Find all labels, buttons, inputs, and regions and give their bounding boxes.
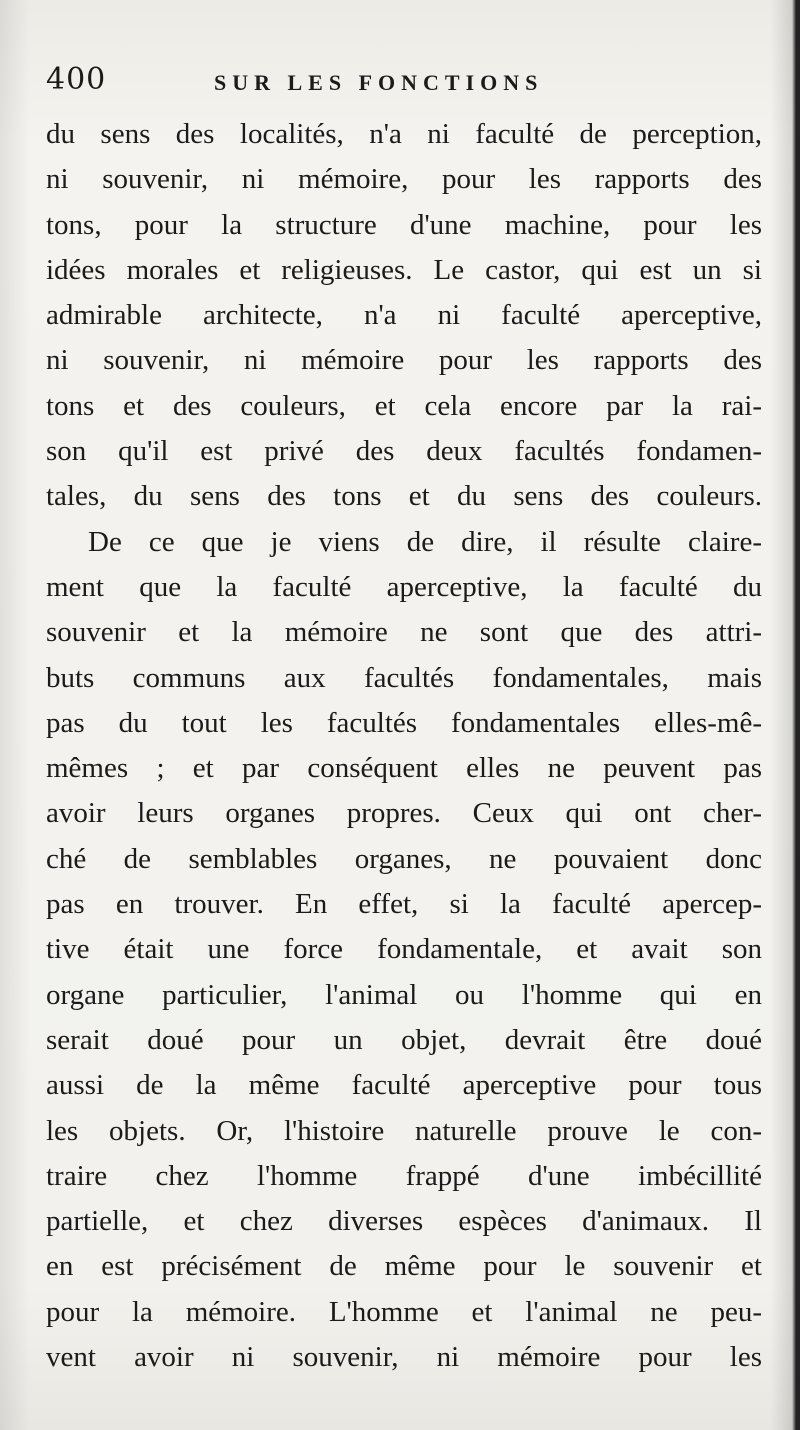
- paragraph-start-line: De ce que je viens de dire, il résulte claire-: [88, 525, 762, 558]
- text-line: ché de semblables organes, ne pouvaient donc: [46, 842, 762, 875]
- page-header: [46, 62, 756, 102]
- text-line: aussi de la même faculté aperceptive pour tous: [46, 1069, 762, 1102]
- running-title: SUR LES FONCTIONS: [214, 70, 544, 95]
- body-text: [46, 112, 762, 1380]
- text-line: tons, pour la structure d'une machine, pour les: [46, 208, 762, 241]
- text-line: organe particulier, l'animal ou l'homme qui en: [46, 978, 762, 1011]
- text-line: ni souvenir, ni mémoire pour les rapports des: [46, 344, 762, 377]
- text-line: du sens des localités, n'a ni faculté de perception,: [46, 118, 762, 150]
- page-number: 400: [46, 62, 107, 97]
- text-line: tive était une force fondamentale, et avait son: [46, 933, 762, 966]
- text-line: idées morales et religieuses. Le castor, qui est un si: [46, 253, 762, 286]
- text-line: pour la mémoire. L'homme et l'animal ne peu-: [46, 1295, 762, 1328]
- text-line: les objets. Or, l'histoire naturelle prouve le con-: [46, 1114, 762, 1147]
- text-line: traire chez l'homme frappé d'une imbécillité: [46, 1159, 762, 1192]
- text-line: tales, du sens des tons et du sens des couleurs.: [46, 480, 762, 513]
- text-line: pas en trouver. En effet, si la faculté apercep-: [46, 888, 762, 921]
- text-line: ment que la faculté aperceptive, la faculté du: [46, 570, 762, 603]
- text-line: souvenir et la mémoire ne sont que des attri-: [46, 616, 762, 649]
- text-line: ni souvenir, ni mémoire, pour les rapports des: [46, 163, 762, 196]
- text-line: en est précisément de même pour le souvenir et: [46, 1250, 762, 1283]
- text-line: serait doué pour un objet, devrait être doué: [46, 1023, 762, 1056]
- text-line: pas du tout les facultés fondamentales elles-mê-: [46, 706, 762, 739]
- text-line: buts communs aux facultés fondamentales, mais: [46, 661, 762, 694]
- text-line: son qu'il est privé des deux facultés fondamen-: [46, 435, 762, 468]
- text-line: mêmes ; et par conséquent elles ne peuvent pas: [46, 752, 762, 785]
- text-line: avoir leurs organes propres. Ceux qui ont cher-: [46, 797, 762, 830]
- text-line: admirable architecte, n'a ni faculté aperceptive,: [46, 299, 762, 332]
- text-line: vent avoir ni souvenir, ni mémoire pour les: [46, 1341, 762, 1374]
- text-line: partielle, et chez diverses espèces d'animaux. Il: [46, 1205, 762, 1238]
- text-line: tons et des couleurs, et cela encore par la rai-: [46, 389, 762, 422]
